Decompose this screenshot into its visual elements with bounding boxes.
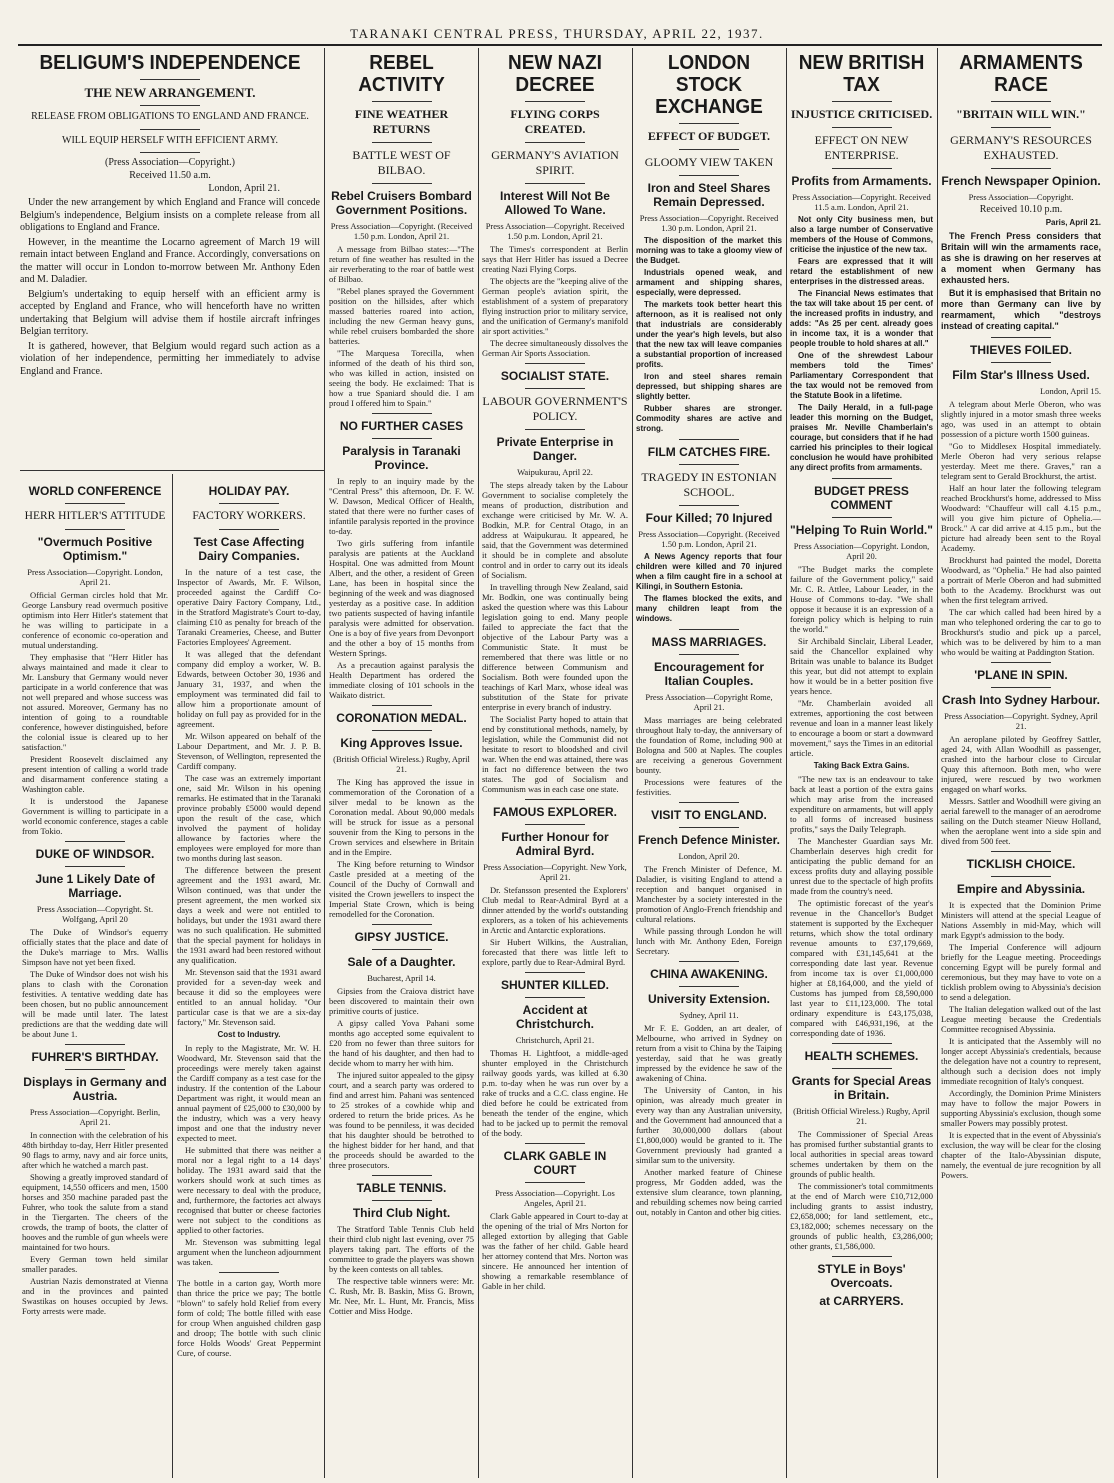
headline: THIEVES FOILED. bbox=[969, 343, 1072, 357]
subheadline: Grants for Special Areas in Britain. bbox=[791, 1074, 932, 1102]
subheadline: Crash Into Sydney Harbour. bbox=[941, 693, 1101, 707]
subheadline: BATTLE WEST OF BILBAO. bbox=[352, 148, 451, 177]
credit: Press Association—Copyright. Received 1.50 p.m. London, April 21. bbox=[485, 221, 625, 241]
subheadline: LABOUR GOVERNMENT'S POLICY. bbox=[482, 394, 628, 423]
paragraph: "The Budget marks the complete failure of the Government policy," said Mr. C. R. Attlee, Labour Leader, in the House of Commons to-day. "We shall oppose it because it is an expression of a foreign policy which is helping to ruin the world." bbox=[790, 564, 933, 634]
headline: BELIGUM'S INDEPENDENCE bbox=[39, 52, 301, 74]
subheadline: Empire and Abyssinia. bbox=[956, 882, 1086, 896]
credit: (British Official Wireless.) Rugby, April 21. bbox=[793, 1106, 930, 1126]
subheadline: Sale of a Daughter. bbox=[347, 955, 456, 969]
subheadline: HERR HITLER'S ATTITUDE bbox=[24, 510, 166, 522]
credit: Press Association—Copyright. Received 11.5 a.m. London, April 21. bbox=[792, 192, 931, 212]
headline: LONDON STOCK EXCHANGE bbox=[655, 52, 763, 118]
headline: REBEL ACTIVITY bbox=[358, 52, 445, 96]
paragraph: The King before returning to Windsor Castle presided at a meeting of the Council of the Duchy of Cornwall and visited the Crown jewellers to inspect the Imperial State Crown, which is being remodelled for the Coronation. bbox=[329, 859, 474, 919]
paragraph: The optimistic forecast of the year's revenue in the Chancellor's Budget statement is supported by the Exchequer returns, which show the total ordinary revenue amounts to £37,179,669, compared with £31,145,641 at the corresponding date last year. Revenue from income tax is over £1,000,000 higher at £8,164,000, and the yield of Customs has jumped from £8,590,000 last year to £11,123,000. The total ordinary expenditure is £43,175,038, compared with £46,931,196, at the corresponding date of 1936. bbox=[790, 898, 933, 1038]
headline: CLARK GABLE IN COURT bbox=[503, 1149, 607, 1177]
credit: Press Association—Copyright. London, April 20. bbox=[793, 541, 930, 561]
paragraph: The French Press considers that Britain will win the armaments race, as she is drawing on her reserves at a moment when Germany has exhausted hers. bbox=[941, 231, 1101, 285]
paragraph: Mr. Stevenson was submitting legal argument when the luncheon adjournment was taken. bbox=[177, 1237, 321, 1267]
paragraph: While passing through London he will lunch with Mr. Anthony Eden, Foreign Secretary. bbox=[636, 926, 782, 956]
paragraph: Belgium's undertaking to equip herself with an efficient army is accepted by England and France, who will henceforth have no written undertaking that Belgium will advise them if hostile aircraft infringes Belgian territory. bbox=[20, 288, 320, 337]
subheadline: Cost to Industry. bbox=[217, 1030, 281, 1039]
subheadline: "Overmuch Positive Optimism." bbox=[37, 535, 153, 563]
paragraph: The University of Canton, in his opinion, was already much greater in every way than any Australian university, and the Government had announced that a further 30,000,000 dollars (about £1,800,000) would be granted to it. The Government previously had granted a similar sum to the university. bbox=[636, 1085, 782, 1165]
headline: DUKE OF WINDSOR. bbox=[35, 847, 155, 861]
paragraph: It is gathered, however, that Belgium would regard such action as a violation of her independence, permitting her immediately to advise England and France. bbox=[20, 340, 320, 377]
paragraph: "The new tax is an endeavour to take back at least a portion of the extra gains which may arise from the increased expenditure on armaments, but will apply to all forms of increased business profits," says the Daily Telegraph. bbox=[790, 774, 933, 834]
subheadline: University Extension. bbox=[647, 992, 771, 1006]
headline: FILM CATCHES FIRE. bbox=[647, 445, 771, 459]
paragraph: The French Minister of Defence, M. Daladier, is visiting England to attend a reception and banquet organised in Manchester by a society interested in the promotion of Anglo-French friendship and cultural relations. bbox=[636, 864, 782, 924]
headline: NO FURTHER CASES bbox=[339, 419, 464, 433]
paragraph: Another marked feature of Chinese progress, Mr Godden added, was the extensive slum clearance, town planning, and rebuilding schemes now being carried out, notably in Canton and other big cities. bbox=[636, 1167, 782, 1217]
headline: 'PLANE IN SPIN. bbox=[974, 668, 1068, 682]
paragraph: The case was an extremely important one, said Mr. Wilson in his opening remarks. He estimated that in the Taranaki province probably £5000 would depend upon the result of the case, which involved the payment of holiday allowance by factories where the employees were employed for more than two months during last season. bbox=[177, 773, 321, 863]
paragraph: Dr. Stefansson presented the Explorers' Club medal to Rear-Admiral Byrd at a dinner attended by the world's outstanding explorers, as a token of his achievements in Arctic and Antarctic explorations. bbox=[482, 885, 628, 935]
paragraph: The Manchester Guardian says Mr. Chamberlain deserves high credit for anticipating the public demand for an excess profits duty and allaying possible unrest due to the spectacle of high profits made from the country's need. bbox=[790, 836, 933, 896]
column-3 bbox=[329, 52, 474, 1478]
subheadline: Accident at Christchurch. bbox=[515, 1003, 594, 1031]
paragraph: "The Marquesa Torecilla, when informed of the death of his third son, who was killed in action, insisted on seeing the body. He exclaimed: That is how a true Spaniard should die. I am proud I offered him to Spain." bbox=[329, 348, 474, 408]
paragraph: The car which called had been hired by a man who telephoned ordering the car to go to Brockhurst's studio and pick up a parcel, which was to be delivered by him to a man who would be waiting at Paddington Station. bbox=[941, 607, 1101, 657]
subheadline: FINE WEATHER RETURNS bbox=[354, 107, 449, 136]
paragraph: Iron and steel shares remain depressed, but shipping shares are slightly better. bbox=[636, 372, 782, 401]
paragraph: The Duke of Windsor does not wish his plans to clash with the Coronation festivities. A tentative wedding date has been chosen, but no public announcement will be made until later. The latest predictions are that the wedding date will be about June 1. bbox=[22, 969, 168, 1039]
paragraph: Fears are expressed that it will retard the establishment of new enterprises in the distressed areas. bbox=[790, 257, 933, 286]
paragraph: Showing a greatly improved standard of equipment, 14,550 officers and men, 1500 horses and 350 machine paraded past the Fuhrer, who took the salute from a stand in the Tiergarten. The cheers of the crowds, the tramp of boots, the clatter of hooves and the rumble of gun wheels were maintained for two hours. bbox=[22, 1172, 168, 1252]
column-7 bbox=[941, 52, 1101, 1478]
headline: NEW BRITISH TAX bbox=[798, 52, 925, 96]
paragraph: It was alleged that the defendant company did employ a worker, W. B. Edwards, between October 30, 1936 and January 31, 1937, and when the employment was terminated did fail to allow him a proportionate amount of holiday on full pay as provided for in the agreement. bbox=[177, 649, 321, 729]
paragraph: Two girls suffering from infantile paralysis are patients at the Auckland Hospital. One was admitted from Mount Albert, and the other, a resident of Green Lane, has been in hospital since the beginning of the week and was diagnosed yesterday as a positive case. In addition two patients suspected of having infantile paralysis were admitted for observation. One is a boy of five years from Devonport and the other a boy of 15 months from Western Springs. bbox=[329, 538, 474, 658]
paragraph: He submitted that there was neither a moral nor a legal right to a 14 days' holiday. The 1931 award said that the workers should work at such times as were necessary to deal with the produce, and, furthermore, the factories act always recognised that butter or cheese factories were not subject to the conditions as applied to other factories. bbox=[177, 1145, 321, 1235]
subheadline: TRAGEDY IN ESTONIAN SCHOOL. bbox=[641, 470, 777, 499]
headline: ARMAMENTS RACE bbox=[959, 52, 1083, 96]
credit: Press Association—Copyright. St. Wolfgang, April 20 bbox=[36, 904, 154, 924]
subheadline: Rebel Cruisers Bombard Government Positions. bbox=[331, 189, 472, 217]
paragraph: The steps already taken by the Labour Government to socialise completely the means of production, distribution and exchange were criticised by Mr. W. A. Bodkin, M.P. for Central Otago, in an address at Waipukurau. It appeared, he said, that the Government was determined it should be in complete and absolute control and in order to carry out its ideals of Socialism. bbox=[482, 480, 628, 580]
paragraph: An aeroplane piloted by Geoffrey Sattler, aged 24, with Allan Woodhill as passenger, crashed into the harbour close to Circular Quay this afternoon. Both men, who were injured, were rescued by two workmen engaged on wharf works. bbox=[941, 734, 1101, 794]
subheadline: INJUSTICE CRITICISED. bbox=[790, 107, 933, 121]
subheadline: Test Case Affecting Dairy Companies. bbox=[193, 535, 305, 563]
paragraph: The Daily Herald, in a full-page leader this morning on the Budget, praises Mr. Neville Chamberlain's courage, but considers that if he had carried his principles to their logical conclusion he would have prohibited any direct profits from armaments. bbox=[790, 403, 933, 472]
paragraph: "Mr. Chamberlain avoided all extremes, apportioning the cost between revenue and loan in a manner least likely to encourage a boom or start a downward movement," says the Times in an editorial article. bbox=[790, 698, 933, 758]
credit: Press Association—Copyright. (Received 1.50 p.m. London, April 21. bbox=[330, 221, 473, 241]
subheadline: Four Killed; 70 Injured bbox=[645, 511, 773, 525]
credit: Press Association—Copyright Rome, April 21. bbox=[645, 692, 773, 712]
subheadline: Displays in Germany and Austria. bbox=[23, 1075, 167, 1103]
dateline: Paris, April 21. bbox=[1045, 218, 1101, 227]
subheadline: King Approves Issue. bbox=[340, 736, 463, 750]
subheadline: THE NEW ARRANGEMENT. bbox=[84, 85, 256, 100]
paragraph: The King has approved the issue in commemoration of the Coronation of a silver medal to be known as the Coronation medal. About 90,000 medals will be struck for issue as a personal souvenir from the King to persons in the Crown services and elsewhere in Britain and in the Empire. bbox=[329, 777, 474, 857]
credit: Press Association—Copyright. Received 1.30 p.m. London, April 21. bbox=[639, 213, 779, 233]
credit: Press Association—Copyright. Sydney, April 21. bbox=[944, 711, 1098, 731]
credit: Press Association—Copyright. New York, April 21. bbox=[483, 862, 627, 882]
received: Received 11.50 a.m. bbox=[129, 170, 211, 181]
paragraph: Rubber shares are stronger. Commodity shares are active and strong. bbox=[636, 404, 782, 433]
paragraph: Official German circles hold that Mr. George Lansbury read overmuch positive optimism into Herr Hitler's statement that he was willing to participate in a conference of economic co-operation and mutual understanding. bbox=[22, 590, 168, 650]
paragraph: Accordingly, the Dominion Prime Ministers may have to follow the major Powers in supporting Abyssinia's exclusion, though some smaller Powers may possibly protest. bbox=[941, 1088, 1101, 1128]
subheadline: FLYING CORPS CREATED. bbox=[510, 107, 600, 136]
credit: Press Association—Copyright. (Received 1.50 p.m. London, April 21. bbox=[638, 529, 780, 549]
paragraph: However, in the meantime the Locarno agreement of March 19 will remain intact between England and France. Accordingly, conversations on the matter will occur in London to-morrow between Mr. Anthony Eden and M. Daladier. bbox=[20, 236, 320, 285]
advert: STYLE in Boys' Overcoats. bbox=[817, 1262, 906, 1290]
subheadline: GLOOMY VIEW TAKEN bbox=[644, 155, 774, 169]
paragraph: "Rebel planes sprayed the Government position on the hillsides, after which massed batteries roared into action, including the new German heavy guns, while rebel cruisers bombarded the shore batteries. bbox=[329, 286, 474, 346]
paragraph: Messrs. Sattler and Woodhill were giving an aerial farewell to the manager of an aerodrome sailing on the Dutch steamer Nieuw Holland, when the aeroplane went into a side spin and dived from 500 feet. bbox=[941, 796, 1101, 846]
paragraph: Half an hour later the following telegram reached Brockhurst's home, addressed to Miss Woodward: "Chauffeur will call 4.15 p.m., will you give him picture of Ophelia.—Brock." A car did arrive at 4.15 p.m., but the picture had already been sent to the Royal Academy. bbox=[941, 483, 1101, 553]
paragraph: They emphasise that "Herr Hitler has always maintained and made it clear to Mr. Lansbury that Germany would never participate in a world conference that was not well prepared and whose success was not assured. Moreover, Germany has no intention of going to a roundtable conference, however distinguished, before the colonial issue is cleared up to her satisfaction." bbox=[22, 652, 168, 752]
subheadline: Film Star's Illness Used. bbox=[952, 368, 1090, 382]
subheadline: "BRITAIN WILL WIN." bbox=[956, 107, 1086, 121]
paragraph: One of the shrewdest Labour members told the Times' Parliamentary Correspondent that the tax would not be removed from the Statute Book in a lifetime. bbox=[790, 351, 933, 400]
subheadline: French Newspaper Opinion. bbox=[941, 174, 1101, 188]
subheadline: Further Honour for Admiral Byrd. bbox=[501, 830, 609, 858]
subheadline: Interest Will Not Be Allowed To Wane. bbox=[500, 189, 610, 217]
subheadline: "Helping To Ruin World." bbox=[790, 523, 933, 537]
headline: NEW NAZI DECREE bbox=[508, 52, 602, 96]
subheadline: WILL EQUIP HERSELF WITH EFFICIENT ARMY. bbox=[62, 134, 278, 146]
paragraph: It is anticipated that the Assembly will no longer accept Abyssinia's credentials, because the delegation have not a country to represent, although such a decision does not imply immediate recognition of Italy's conquest. bbox=[941, 1036, 1101, 1086]
subheadline: Third Club Night. bbox=[352, 1206, 451, 1220]
paragraph: Brockhurst had painted the model, Doretta Woodward, as "Ophelia." He had also painted a portrait of Merle Oberon and had submitted both to the Academy. Brockhurst was out when the first telegram arrived. bbox=[941, 555, 1101, 605]
credit: Sydney, April 11. bbox=[679, 1010, 739, 1020]
column-2 bbox=[177, 480, 321, 1478]
paragraph: The Financial News estimates that the tax will take about 15 per cent. of the increased profits in industry, and adds: "As 25 per cent. already goes in income tax, it is a wonder that people trouble to hold shares at all." bbox=[790, 289, 933, 348]
credit: Press Association—Copyright. London, April 21. bbox=[27, 567, 163, 587]
paragraph: Sir Archibald Sinclair, Liberal Leader, said the Chancellor explained why Britain was unable to balance its Budget this year, but did not attempt to explain how it would be in a better position five years hence. bbox=[790, 636, 933, 696]
credit: London, April 15. bbox=[1040, 386, 1101, 396]
column-5 bbox=[636, 52, 782, 1478]
credit: Press Association—Copyright. bbox=[968, 192, 1074, 202]
masthead: TARANAKI CENTRAL PRESS, THURSDAY, APRIL 22, 1937. bbox=[350, 26, 764, 41]
paragraph: The Stratford Table Tennis Club held their third club night last evening, over 75 players taking part. The efforts of the committee to grade the players was shown by the keen contests on all tables. bbox=[329, 1224, 474, 1274]
column-6 bbox=[790, 52, 933, 1478]
paragraph: The Duke of Windsor's equerry officially states that the place and date of the Duke's marriage to Mrs. Wallis Simpson have not yet been fixed. bbox=[22, 927, 168, 967]
credit: Bucharest, April 14. bbox=[367, 973, 436, 983]
top-rule bbox=[18, 44, 1102, 46]
subheadline: GERMANY'S AVIATION SPIRIT. bbox=[491, 148, 619, 177]
column-rule bbox=[786, 48, 787, 1478]
paragraph: In travelling through New Zealand, said Mr. Bodkin, one was continually being asked the question where was this Labour legislation going to end. Many people failed to appreciate the fact that the objective of the Labour Party was a Communistic State. It must be remembered that there was little or no difference between Communism and Socialism. Both were founded upon the teachings of Karl Marx, whose ideal was substitution of the State for private enterprise in every branch of industry. bbox=[482, 582, 628, 712]
column-rule bbox=[937, 48, 938, 1478]
column-rule bbox=[478, 48, 479, 1478]
paragraph: Gipsies from the Craiova district have been discovered to maintain their own primitive courts of justice. bbox=[329, 986, 474, 1016]
paragraph: Processions were features of the festivities. bbox=[636, 777, 782, 797]
credit: (British Official Wireless.) Rugby, April 21. bbox=[333, 754, 470, 774]
headline: FAMOUS EXPLORER. bbox=[492, 805, 617, 819]
paragraph: A News Agency reports that four children were killed and 70 injured when a film caught fire in a school at Kilingi, in Southern Estonia. bbox=[636, 552, 782, 591]
headline: MASS MARRIAGES. bbox=[651, 635, 767, 649]
advert: at CARRYERS. bbox=[819, 1294, 904, 1308]
paragraph: In connection with the celebration of his 48th birthday to-day, Herr Hitler presented 90 flags to army, navy and air force units, after which he watched a march past. bbox=[22, 1130, 168, 1170]
paragraph: Austrian Nazis demonstrated at Vienna and in the provinces and painted Swastikas on houses occupied by Jews. Forty arrests were made. bbox=[22, 1276, 168, 1316]
subheadline: Encouragement for Italian Couples. bbox=[653, 660, 764, 688]
credit: (Press Association—Copyright.) bbox=[105, 157, 235, 168]
dateline: London, April 21. bbox=[208, 183, 280, 194]
credit: Press Association—Copyright. Los Angeles, April 21. bbox=[495, 1188, 615, 1208]
subheadline: June 1 Likely Date of Marriage. bbox=[35, 872, 155, 900]
paragraph: The Times's correspondent at Berlin says that Herr Hitler has issued a Decree creating Nazi Flying Corps. bbox=[482, 244, 628, 274]
headline: TICKLISH CHOICE. bbox=[966, 857, 1076, 871]
advert-verse: The bottle in a carton gay, Worth more than thrice the price we pay; The bottle "blown" to safely hold Relief from every form of cold; The bottle filled with ease for croup When anguished children gasp and droop; The bottle with such clinic force Holds Woods' Great Peppermint Cure, of course. bbox=[177, 1278, 321, 1358]
paragraph: Mr. Stevenson said that the 1931 award provided for a seven-day week and because it did so the employees were entitled to an annual holiday. "Our particular case is that we are a six-day factory," Mr. Stevenson said. bbox=[177, 967, 321, 1027]
paragraph: A telegram about Merle Oberon, who was slightly injured in a motor smash three weeks ago, was used in an attempt to obtain possession of a picture worth 1500 guineas. bbox=[941, 399, 1101, 439]
paragraph: A message from Bilbao states:—"The return of fine weather has resulted in the air reverberating to the roar of battle west of Bilbao. bbox=[329, 244, 474, 284]
credit: Waipukurau, April 22. bbox=[517, 467, 593, 477]
paragraph: President Roosevelt disclaimed any present intention of calling a world trade and disarmament conference stating a Washington cable. bbox=[22, 754, 168, 794]
column-rule bbox=[324, 48, 325, 1478]
paragraph: In reply to the Magistrate, Mr. W. H. Woodward, Mr. Stevenson said that the proceedings were merely taken against the Cardiff company as a test case for the industry. If the contention of the Labour Department was right, it would mean an annual payment of £25,000 to £30,000 by the industry, which was a very heavy impost and one that the industry never expected to meet. bbox=[177, 1043, 321, 1143]
subheadline: French Defence Minister. bbox=[637, 833, 781, 847]
paragraph: Sir Hubert Wilkins, the Australian, forecasted that there was little left to explore, partly due to Rear-Admiral Byrd. bbox=[482, 937, 628, 967]
paragraph: It is understood the Japanese Government is willing to participate in a world economic conference, stages a cable from Tokio. bbox=[22, 796, 168, 836]
paragraph: Every German town held similar smaller parades. bbox=[22, 1254, 168, 1274]
paragraph: It is expected that the Dominion Prime Ministers will attend at the special League of Nations Assembly in mid-May, which will mark Egypt's admission to the body. bbox=[941, 900, 1101, 940]
headline: WORLD CONFERENCE bbox=[28, 484, 162, 498]
headline: VISIT TO ENGLAND. bbox=[651, 808, 767, 822]
column-4 bbox=[482, 52, 628, 1478]
headline: HEALTH SCHEMES. bbox=[804, 1049, 919, 1063]
paragraph: Thomas H. Lightfoot, a middle-aged shunter employed in the Christchurch railway goods yards, was killed at 6.30 p.m. to-day when he was run over by a rake of trucks and a C.C. class engine. He died before he could be extricated from beneath the tender of the engine, which had to be jacked up to permit the removal of the body. bbox=[482, 1048, 628, 1138]
paragraph: The Italian delegation walked out of the last League meeting because the Credentials Committee recognised Abyssinia. bbox=[941, 1004, 1101, 1034]
paragraph: In reply to an inquiry made by the "Central Press" this afternoon, Dr. F. W. W. Dawson, Medical Officer of Health, stated that there were no further cases of infantile paralysis reported in the province to-day. bbox=[329, 476, 474, 536]
paragraph: "Go to Middlesex Hospital immediately. Merle Oberon had very serious relapse yesterday. Meet me there. Graves," ran a telegram sent to Gerald Brockhurst, the artist. bbox=[941, 441, 1101, 481]
paragraph: A gipsy called Yova Pahani some months ago accepted some equivalent to £20 from no fewer than three suitors for the hand of his daughter, and then had to decide whom to marry her with him. bbox=[329, 1018, 474, 1068]
subheadline: RELEASE FROM OBLIGATIONS TO ENGLAND AND FRANCE. bbox=[31, 111, 309, 122]
headline: SHUNTER KILLED. bbox=[501, 978, 609, 992]
subheadline: FACTORY WORKERS. bbox=[192, 510, 306, 522]
paragraph: Mr. Wilson appeared on behalf of the Labour Department, and Mr. J. P. B. Stevenson, of Wellington, represented the Cardiff company. bbox=[177, 731, 321, 771]
received: Received 10.10 p.m. bbox=[979, 204, 1063, 215]
headline: FUHRER'S BIRTHDAY. bbox=[31, 1050, 159, 1064]
credit: London, April 20. bbox=[678, 851, 740, 861]
column-1 bbox=[22, 480, 168, 1478]
headline: CORONATION MEDAL. bbox=[336, 711, 467, 725]
subheadline: EFFECT OF BUDGET. bbox=[647, 129, 771, 143]
subheadline: Paralysis in Taranaki Province. bbox=[342, 444, 461, 472]
subheadline: Profits from Armaments. bbox=[791, 174, 932, 188]
headline: TABLE TENNIS. bbox=[356, 1181, 447, 1195]
paragraph: Not only City business men, but also a large number of Conservative members of the House of Commons, criticise the injustice of the new tax. bbox=[790, 215, 933, 254]
paragraph: Under the new arrangement by which England and France will concede Belgium's independence, Belgium insists on a complete release from all obligations to England and France. bbox=[20, 197, 320, 233]
paragraph: The objects are the "keeping alive of the German people's aviation spirit, the establishment of a system of preparatory flying instruction prior to military service, and the unification of Germany's manifold air sport activities." bbox=[482, 276, 628, 336]
paragraph: The Socialist Party hoped to attain that end by constitutional methods, namely, by legislation, while the Communist did not hesitate to resort to bloodshed and civil war. When the end was attained, there was in fact no difference between the two states. The god of Socialism and Communism was in each case one state. bbox=[482, 714, 628, 794]
paragraph: The flames blocked the exits, and many children leapt from the windows. bbox=[636, 594, 782, 623]
paragraph: The respective table winners were: Mr. C. Rush, Mr. B. Baskin, Miss G. Brown, Mr. Nee, Mr. L. Hunt, Mr. Francis, Miss Cottier and Miss Hodge. bbox=[329, 1276, 474, 1316]
subheadline: Iron and Steel Shares Remain Depressed. bbox=[647, 181, 771, 209]
subheadline: EFFECT ON NEW ENTERPRISE. bbox=[814, 133, 909, 162]
credit: Christchurch, April 21. bbox=[515, 1035, 595, 1045]
headline: BUDGET PRESS COMMENT bbox=[814, 484, 909, 512]
paragraph: The difference between the present agreement and the 1931 award, Mr. Wilson continued, was that under the present agreement, the men worked six days a week and were not entitled to holidays, but under the 1931 award there was no such qualification. He submitted that the special payment for holidays in the 1931 award had been restored without any qualification. bbox=[177, 865, 321, 965]
headline: CHINA AWAKENING. bbox=[650, 967, 768, 981]
headline: HOLIDAY PAY. bbox=[208, 484, 290, 498]
paragraph: The Imperial Conference will adjourn briefly for the League meeting. Proceedings concerning Egypt will be purely formal and ceremonious, but they may have to vote on a ticklish problem owing to Abyssinia's decision to send a delegation. bbox=[941, 942, 1101, 1002]
paragraph: Industrials opened weak, and armament and shipping shares, especially, were depressed. bbox=[636, 268, 782, 297]
column-rule bbox=[632, 48, 633, 1478]
article-belgium bbox=[20, 52, 320, 467]
paragraph: The disposition of the market this morning was to take a gloomy view of the Budget. bbox=[636, 236, 782, 265]
paragraph: But it is emphasised that Britain no more than Germany can live by rearmament, which "destroys instead of creating capital." bbox=[941, 288, 1101, 331]
paragraph: It is expected that in the event of Abyssinia's exclusion, the way will be clear for the closing chapter of the Italo-Abyssinian dispute, namely, the eventual de jure recognition by all Powers. bbox=[941, 1130, 1101, 1180]
paragraph: The commissioner's total commitments at the end of March were £10,712,000 including grants to assist industry, £2,658,000; for land settlement, etc., £3,182,000; schemes necessary on the grounds of public health, £3,286,000; other grants, £1,586,000. bbox=[790, 1181, 933, 1251]
paragraph: The markets took better heart this afternoon, as it is realised not only that industrials are considerably under the year's high levels, but also that the new tax will leave companies a substantial proportion of increased profits. bbox=[636, 300, 782, 369]
paragraph: The decree simultaneously dissolves the German Air Sports Association. bbox=[482, 338, 628, 358]
subheadline: Taking Back Extra Gains. bbox=[813, 761, 910, 770]
paragraph: In the nature of a test case, the Inspector of Awards, Mr. F. Wilson, proceeded against the Cardiff Co-operative Dairy Factory Company, Ltd., in the Stratford Magistrate's Court to-day, claiming £10 as penalty for breach of the Taranaki Creameries, Cheese, and Butter Factories Employees' Agreement. bbox=[177, 567, 321, 647]
paragraph: As a precaution against paralysis the Health Department has ordered the immediate closing of 101 schools in the Waikato district. bbox=[329, 660, 474, 700]
paragraph: Mr F. E. Godden, an art dealer, of Melbourne, who arrived in Sydney on return from a visit to China by the Taiping yesterday, said that he was greatly impressed by the evidence he saw of the awakening of China. bbox=[636, 1023, 782, 1083]
headline: GIPSY JUSTICE. bbox=[354, 930, 449, 944]
paragraph: The injured suitor appealed to the gipsy court, and a search party was ordered to find and arrest him. Pahani was sentenced to 25 strokes of a cowhide whip and ordered to return the bride prices. As he was found to be penniless, it was decided that his daughter should be betrothed to the highest bidder for her hand, and that the proceeds should be awarded to the three prosecutors. bbox=[329, 1070, 474, 1170]
headline: SOCIALIST STATE. bbox=[500, 369, 610, 383]
section-rule bbox=[20, 470, 324, 471]
paragraph: The Commissioner of Special Areas has promised further substantial grants to local authorities in special areas toward schemes undertaken by them on the grounds of public health. bbox=[790, 1129, 933, 1179]
paragraph: Mass marriages are being celebrated throughout Italy to-day, the anniversary of the foundation of Rome, including 900 at Bologna and 500 at Naples. The couples are receiving a generous Government bounty. bbox=[636, 715, 782, 775]
subheadline: Private Enterprise in Danger. bbox=[496, 435, 614, 463]
credit: Press Association—Copyright. Berlin, April 21. bbox=[29, 1107, 161, 1127]
column-rule bbox=[172, 474, 173, 1478]
subheadline: GERMANY'S RESOURCES EXHAUSTED. bbox=[950, 133, 1092, 162]
paragraph: Clark Gable appeared in Court to-day at the opening of the trial of Mrs Norton for alleged extortion by alleging that Gable was the father of her child. Gable heard her attorney contend that Mrs. Norton was sincere. He announced her intention of showing a remarkable resemblance of Gable in her child. bbox=[482, 1211, 628, 1291]
